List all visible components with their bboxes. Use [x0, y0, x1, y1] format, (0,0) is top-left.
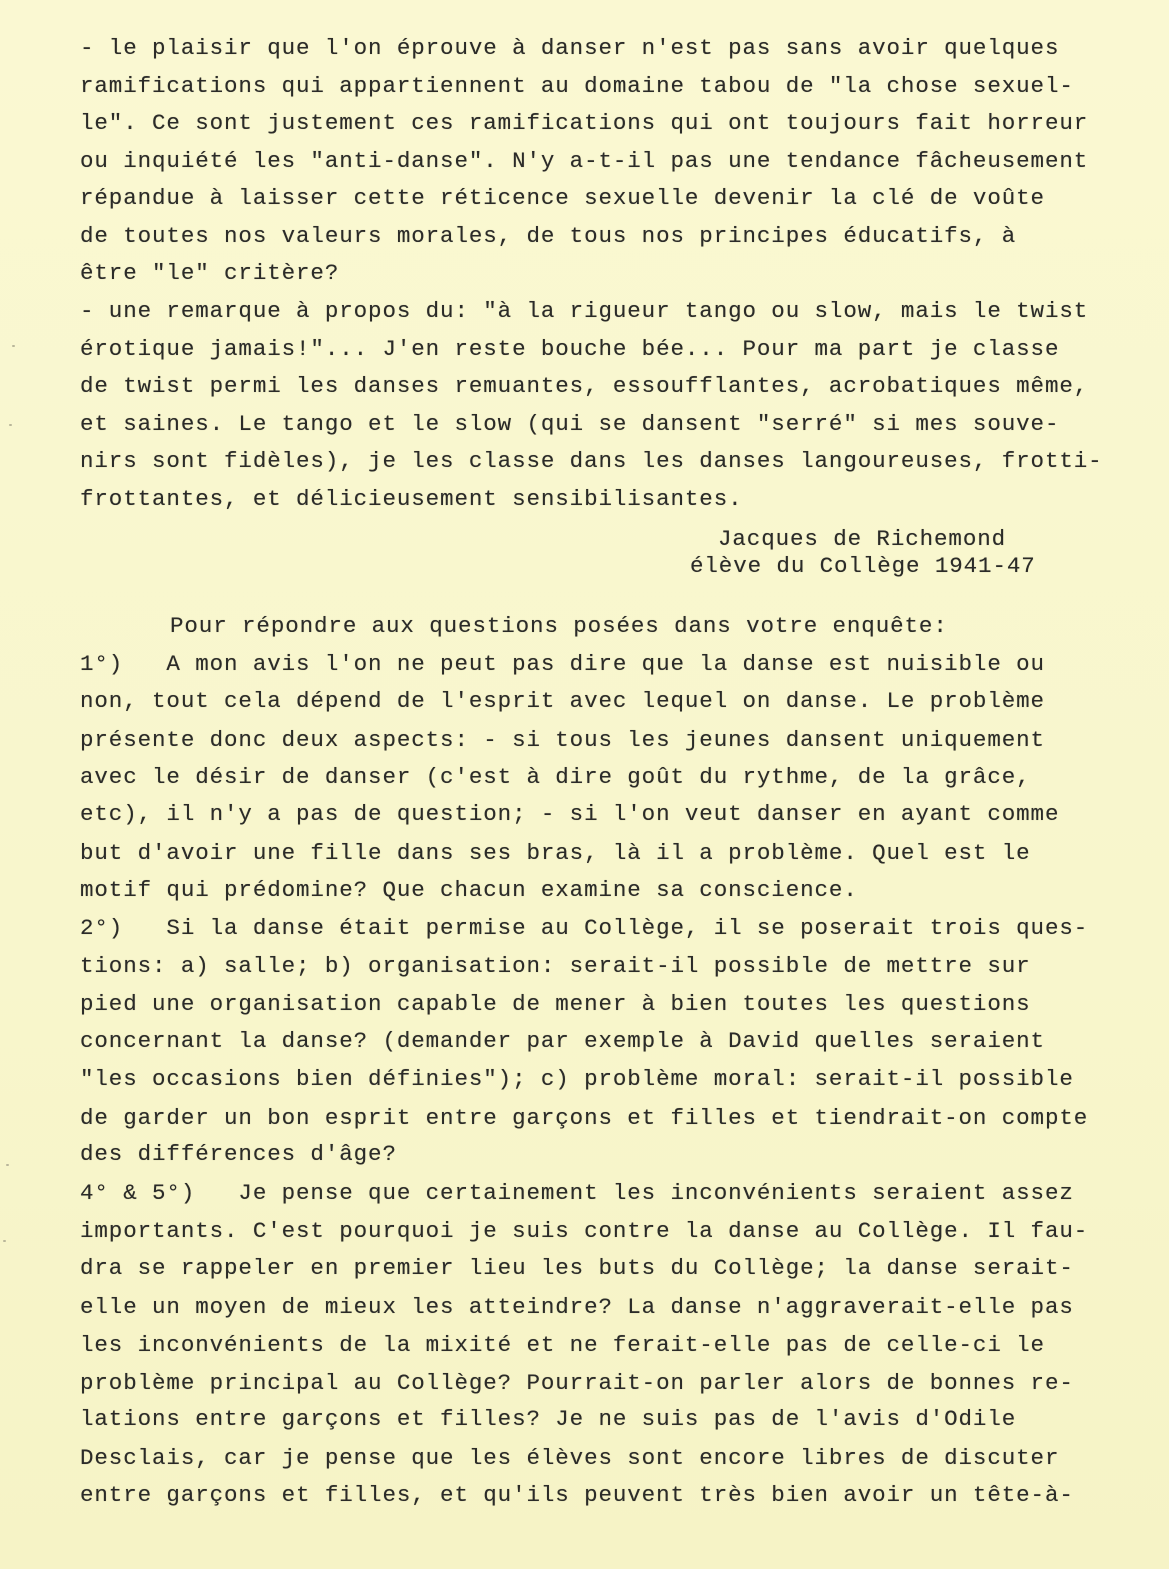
paper-speck — [6, 1164, 9, 1166]
text-line: pied une organisation capable de mener à bien toutes les questions — [80, 991, 1031, 1017]
text-line: des différences d'âge? — [80, 1141, 397, 1167]
text-line: être "le" critère? — [80, 260, 340, 286]
text-line: de twist permi les danses remuantes, essoufflantes, acrobatiques même, — [80, 373, 1089, 399]
text-line: présente donc deux aspects: - si tous les jeunes dansent uniquement — [80, 727, 1045, 753]
text-line: nirs sont fidèles), je les classe dans les danses langoureuses, frotti- — [80, 448, 1103, 474]
text-line: érotique jamais!"... J'en reste bouche bée... Pour ma part je classe — [80, 336, 1060, 362]
text-line: elle un moyen de mieux les atteindre? La danse n'aggraverait-elle pas — [80, 1294, 1074, 1320]
section-intro: Pour répondre aux questions posées dans votre enquête: — [170, 613, 948, 639]
text-line: ou inquiété les "anti-danse". N'y a-t-il pas une tendance fâcheusement — [80, 148, 1089, 174]
text-line: "les occasions bien définies"); c) problème moral: serait-il possible — [80, 1066, 1074, 1092]
text-line: entre garçons et filles, et qu'ils peuvent très bien avoir un tête-à- — [80, 1482, 1074, 1508]
text-line: problème principal au Collège? Pourrait-on parler alors de bonnes re- — [80, 1370, 1074, 1396]
text-line: dra se rappeler en premier lieu les buts du Collège; la danse serait- — [80, 1255, 1074, 1281]
text-line: motif qui prédomine? Que chacun examine sa conscience. — [80, 877, 858, 903]
signature-title: élève du Collège 1941-47 — [690, 553, 1036, 579]
text-line: but d'avoir une fille dans ses bras, là il a problème. Quel est le — [80, 840, 1031, 866]
paper-speck — [9, 424, 12, 426]
text-line: non, tout cela dépend de l'esprit avec lequel on danse. Le problème — [80, 688, 1045, 714]
signature-name: Jacques de Richemond — [718, 526, 1007, 552]
paper-speck — [12, 345, 15, 347]
text-line: de toutes nos valeurs morales, de tous nos principes éducatifs, à — [80, 223, 1017, 249]
text-line: le". Ce sont justement ces ramifications qui ont toujours fait horreur — [80, 110, 1089, 136]
text-line: etc), il n'y a pas de question; - si l'on veut danser en ayant comme — [80, 801, 1060, 827]
text-line: et saines. Le tango et le slow (qui se dansent "serré" si mes souve- — [80, 411, 1060, 437]
text-line: lations entre garçons et filles? Je ne suis pas de l'avis d'Odile — [80, 1406, 1017, 1432]
text-line: tions: a) salle; b) organisation: serait-il possible de mettre sur — [80, 953, 1031, 979]
text-line: frottantes, et délicieusement sensibilisantes. — [80, 486, 743, 512]
text-line: 2°) Si la danse était permise au Collège, il se poserait trois ques- — [80, 915, 1089, 941]
text-line: 4° & 5°) Je pense que certainement les inconvénients seraient assez — [80, 1180, 1074, 1206]
text-line: Desclais, car je pense que les élèves sont encore libres de discuter — [80, 1445, 1060, 1471]
text-line: - une remarque à propos du: "à la rigueur tango ou slow, mais le twist — [80, 298, 1089, 324]
text-line: 1°) A mon avis l'on ne peut pas dire que la danse est nuisible ou — [80, 651, 1045, 677]
text-line: - le plaisir que l'on éprouve à danser n'est pas sans avoir quelques — [80, 35, 1060, 61]
text-line: avec le désir de danser (c'est à dire goût du rythme, de la grâce, — [80, 764, 1031, 790]
text-line: ramifications qui appartiennent au domaine tabou de "la chose sexuel- — [80, 73, 1074, 99]
text-line: importants. C'est pourquoi je suis contre la danse au Collège. Il fau- — [80, 1218, 1089, 1244]
text-line: de garder un bon esprit entre garçons et filles et tiendrait-on compte — [80, 1105, 1089, 1131]
paper-speck — [3, 1240, 6, 1242]
text-line: concernant la danse? (demander par exemple à David quelles seraient — [80, 1028, 1045, 1054]
text-line: répandue à laisser cette réticence sexuelle devenir la clé de voûte — [80, 185, 1045, 211]
text-line: les inconvénients de la mixité et ne ferait-elle pas de celle-ci le — [80, 1332, 1045, 1358]
